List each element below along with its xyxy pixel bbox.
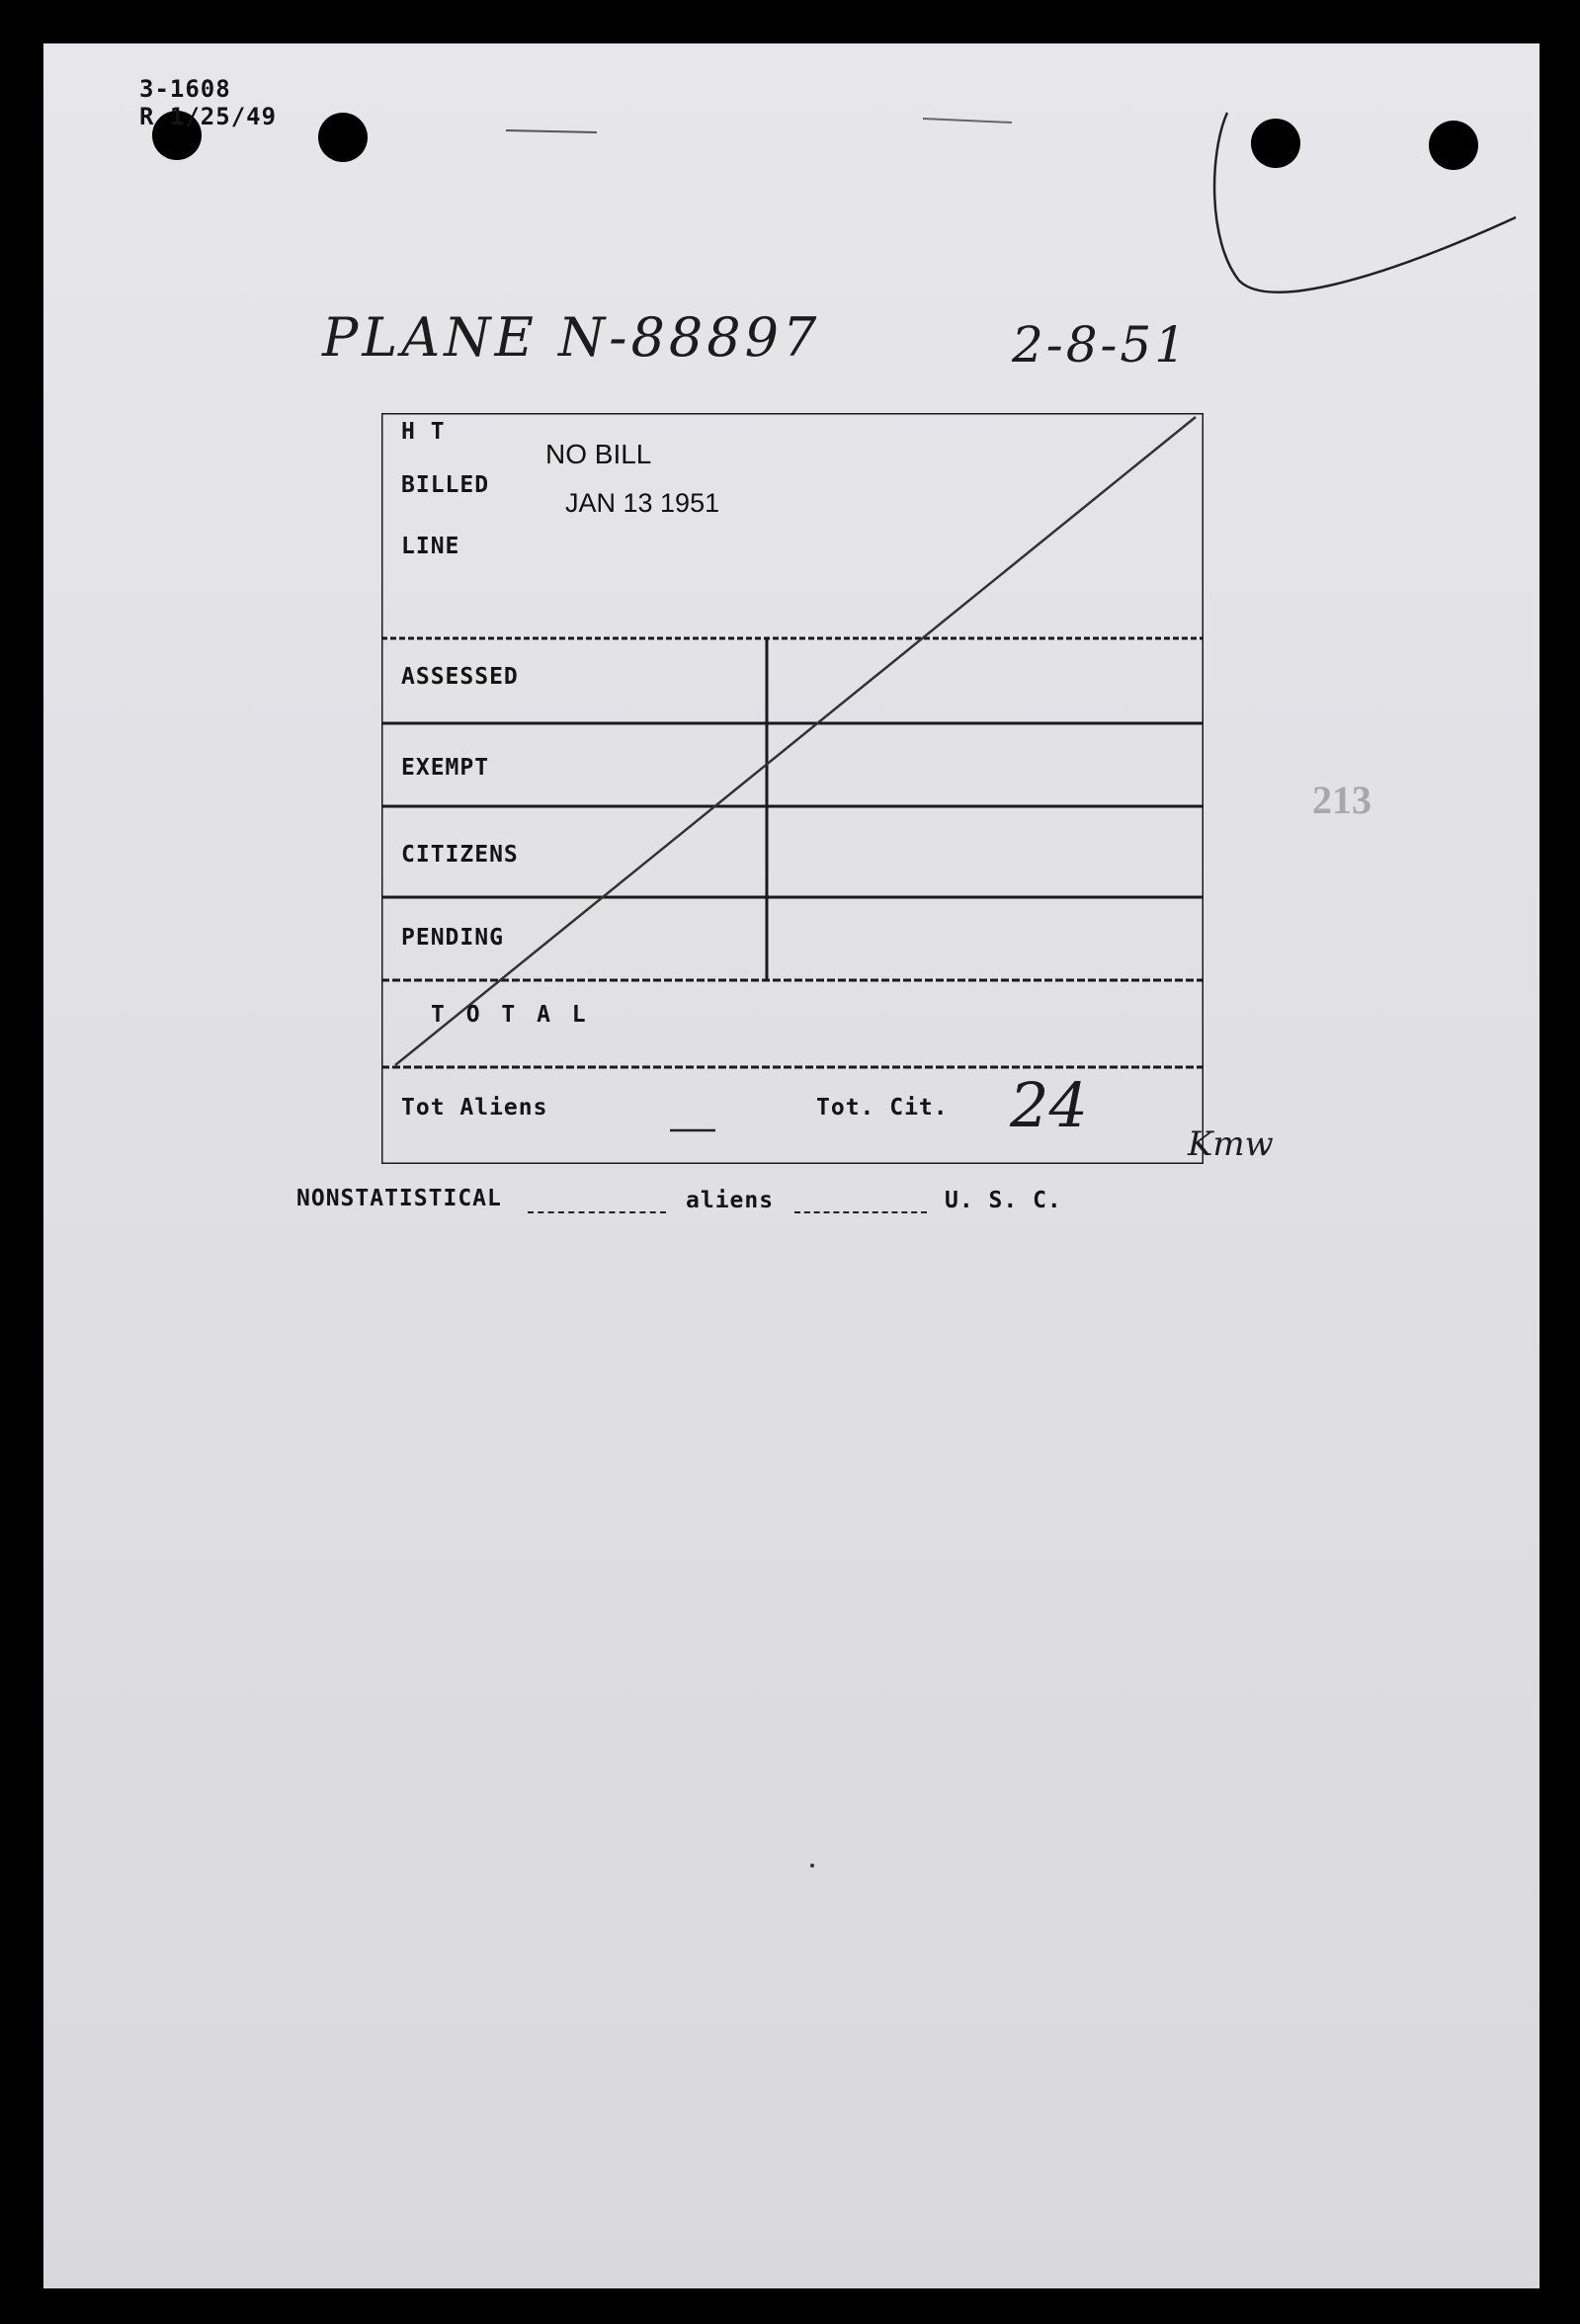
nonstatistical-label: NONSTATISTICAL: [296, 1186, 502, 1211]
label-pending: PENDING: [401, 925, 504, 951]
label-ht: H T: [401, 419, 446, 445]
label-line: LINE: [401, 534, 460, 559]
label-tot-cit: Tot. Cit.: [816, 1095, 949, 1120]
decorative-curve: [43, 43, 1539, 340]
nonstatistical-blank: [528, 1211, 666, 1213]
label-tot-aliens: Tot Aliens: [401, 1095, 548, 1120]
usc-label: U. S. C.: [945, 1188, 1062, 1213]
label-exempt: EXEMPT: [401, 755, 490, 781]
date-stamp: JAN 13 1951: [565, 488, 720, 518]
label-citizens: CITIZENS: [401, 842, 519, 868]
speck: [810, 1864, 814, 1868]
aliens-blank: [794, 1211, 927, 1213]
handwritten-date: 2-8-51: [1012, 316, 1190, 374]
label-assessed: ASSESSED: [401, 664, 519, 690]
form-revision: R 1/25/49: [139, 103, 278, 130]
form-number: 3-1608: [139, 75, 231, 103]
initials: Kmw: [1188, 1124, 1274, 1164]
tot-aliens-value: [674, 1107, 677, 1112]
page-number: 213: [1312, 778, 1372, 822]
manifest-form: [381, 413, 1204, 1164]
tot-cit-value: 24: [1010, 1069, 1088, 1141]
label-billed: BILLED: [401, 472, 490, 498]
form-grid: [381, 413, 1204, 1164]
plane-number: PLANE N-88897: [322, 306, 821, 369]
aliens-label: aliens: [686, 1188, 775, 1213]
document-page: [43, 43, 1539, 2288]
label-total: T O T A L: [431, 1002, 590, 1028]
no-bill-stamp: NO BILL: [545, 439, 652, 469]
